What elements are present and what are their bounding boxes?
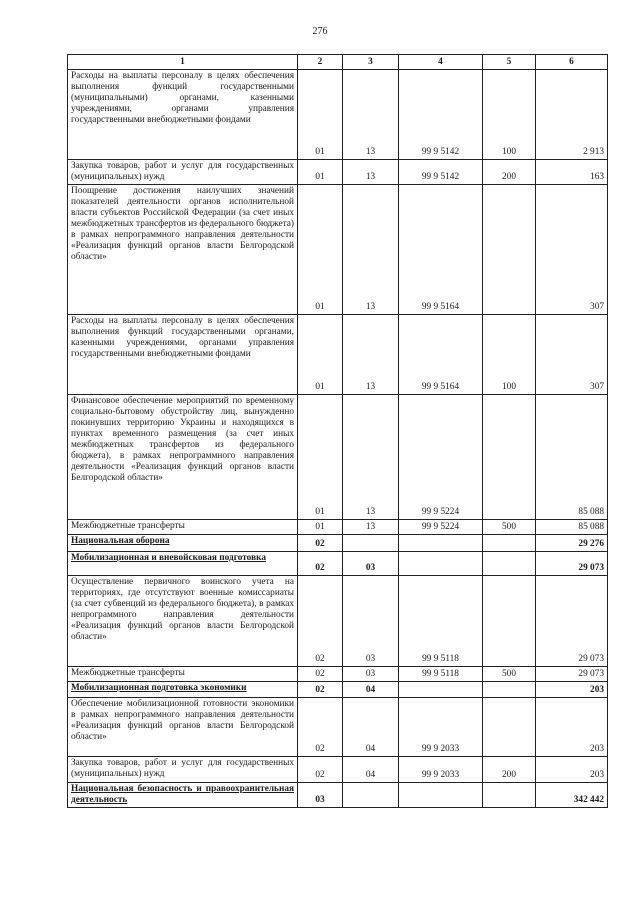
table-row [68, 185, 608, 315]
row-section: 01 [298, 395, 343, 520]
row-target-code: 99 9 5142 [399, 70, 483, 160]
row-description: Поощрение достижения наилучших значений показателей деятельности органов исполнительной власти субъектов Российской Федерации (за счет иных межбюджетных трансфертов из федерального бюджета) в рамках непрограммного направления деятельности «Реализация функций органов власти Белгородской области» [68, 185, 298, 315]
row-subsection: 13 [343, 520, 399, 535]
budget-table [67, 54, 608, 808]
row-amount: 307 [536, 315, 608, 395]
row-target-code [399, 552, 483, 576]
table-row [68, 395, 608, 520]
row-description: Расходы на выплаты персоналу в целях обеспечения выполнения функций государственными (муниципальными) органами, казенными учреждениями, органами управления государственными внебюджетными фондами [68, 70, 298, 160]
row-target-code: 99 9 5142 [399, 160, 483, 185]
row-subsection: 13 [343, 70, 399, 160]
table-row [68, 70, 608, 160]
row-amount: 85 088 [536, 395, 608, 520]
row-subsection: 04 [343, 682, 399, 698]
row-amount: 342 442 [536, 783, 608, 808]
row-description-text: Мобилизационная подготовка экономики [71, 683, 247, 693]
table-row [68, 552, 608, 576]
table-row [68, 698, 608, 757]
row-expense-type [483, 682, 536, 698]
row-description-text: Национальная оборона [71, 536, 170, 546]
table-row [68, 535, 608, 552]
row-target-code: 99 9 5224 [399, 520, 483, 535]
row-subsection [343, 783, 399, 808]
row-expense-type: 100 [483, 315, 536, 395]
table-row [68, 682, 608, 698]
row-description [68, 535, 298, 552]
row-subsection: 03 [343, 576, 399, 667]
row-subsection: 13 [343, 185, 399, 315]
row-amount: 29 073 [536, 576, 608, 667]
table-header-row [68, 55, 608, 70]
row-amount: 2 913 [536, 70, 608, 160]
table-row [68, 520, 608, 535]
row-description: Закупка товаров, работ и услуг для государственных (муниципальных) нужд [68, 757, 298, 783]
row-expense-type [483, 698, 536, 757]
row-expense-type [483, 185, 536, 315]
row-description: Осуществление первичного воинского учета на территориях, где отсутствуют военные комиссариаты (за счет субвенций из федерального бюджета), в рамках непрограммного направления деятельности «Реализация функций органов власти Белгородской области» [68, 576, 298, 667]
row-description [68, 783, 298, 808]
row-description: Межбюджетные трансферты [68, 520, 298, 535]
row-expense-type [483, 783, 536, 808]
row-expense-type [483, 395, 536, 520]
row-target-code [399, 535, 483, 552]
row-description [68, 552, 298, 576]
row-section: 02 [298, 667, 343, 682]
row-description: Обеспечение мобилизационной готовности экономики в рамках непрограммного направления деятельности «Реализация функций органов власти Белгородской области» [68, 698, 298, 757]
row-description: Расходы на выплаты персоналу в целях обеспечения выполнения функций государственными органами, казенными учреждениями, органами управления государственными внебюджетными фондами [68, 315, 298, 395]
row-section: 01 [298, 160, 343, 185]
row-expense-type: 200 [483, 160, 536, 185]
row-subsection: 04 [343, 757, 399, 783]
row-subsection: 03 [343, 552, 399, 576]
row-expense-type [483, 535, 536, 552]
header-col-6: 6 [536, 55, 608, 70]
row-target-code: 99 9 5164 [399, 315, 483, 395]
row-expense-type [483, 552, 536, 576]
row-expense-type: 100 [483, 70, 536, 160]
row-subsection [343, 535, 399, 552]
row-description: Закупка товаров, работ и услуг для государственных (муниципальных) нужд [68, 160, 298, 185]
table-row [68, 757, 608, 783]
header-col-5: 5 [483, 55, 536, 70]
row-section: 02 [298, 576, 343, 667]
row-description: Финансовое обеспечение мероприятий по временному социально-бытовому обустройству лиц, вынужденно покинувших территорию Украины и находящихся в пунктах временного размещения (за счет иных межбюджетных трансфертов из федерального бюджета), в рамках непрограммного направления деятельности «Реализация функций органов власти Белгородской области» [68, 395, 298, 520]
row-amount: 163 [536, 160, 608, 185]
row-amount: 85 088 [536, 520, 608, 535]
row-section: 02 [298, 535, 343, 552]
table-row [68, 576, 608, 667]
row-target-code: 99 9 5164 [399, 185, 483, 315]
row-target-code [399, 783, 483, 808]
row-target-code: 99 9 2033 [399, 698, 483, 757]
row-section: 01 [298, 70, 343, 160]
row-target-code: 99 9 5224 [399, 395, 483, 520]
row-amount: 307 [536, 185, 608, 315]
row-target-code: 99 9 5118 [399, 667, 483, 682]
row-target-code: 99 9 5118 [399, 576, 483, 667]
row-section: 01 [298, 185, 343, 315]
row-subsection: 13 [343, 315, 399, 395]
row-section: 01 [298, 315, 343, 395]
row-amount: 203 [536, 698, 608, 757]
row-expense-type: 500 [483, 667, 536, 682]
row-description-text: Мобилизационная и вневойсковая подготовка [71, 553, 266, 563]
row-description-text: Национальная безопасность и правоохранительная деятельность [71, 784, 294, 805]
page-number: 276 [312, 26, 328, 37]
header-col-1: 1 [68, 55, 298, 70]
row-description: Межбюджетные трансферты [68, 667, 298, 682]
row-amount: 29 073 [536, 552, 608, 576]
table-row [68, 160, 608, 185]
table-row [68, 315, 608, 395]
row-section: 02 [298, 757, 343, 783]
row-target-code: 99 9 2033 [399, 757, 483, 783]
row-expense-type: 500 [483, 520, 536, 535]
table-row [68, 783, 608, 808]
row-section: 02 [298, 698, 343, 757]
row-section: 02 [298, 552, 343, 576]
row-section: 02 [298, 682, 343, 698]
row-amount: 203 [536, 682, 608, 698]
header-col-4: 4 [399, 55, 483, 70]
row-subsection: 13 [343, 160, 399, 185]
row-section: 03 [298, 783, 343, 808]
row-amount: 29 073 [536, 667, 608, 682]
header-col-3: 3 [343, 55, 399, 70]
row-description [68, 682, 298, 698]
row-subsection: 13 [343, 395, 399, 520]
header-col-2: 2 [298, 55, 343, 70]
row-subsection: 03 [343, 667, 399, 682]
table-row [68, 667, 608, 682]
row-subsection: 04 [343, 698, 399, 757]
row-expense-type: 200 [483, 757, 536, 783]
row-expense-type [483, 576, 536, 667]
row-amount: 203 [536, 757, 608, 783]
row-section: 01 [298, 520, 343, 535]
row-amount: 29 276 [536, 535, 608, 552]
row-target-code [399, 682, 483, 698]
